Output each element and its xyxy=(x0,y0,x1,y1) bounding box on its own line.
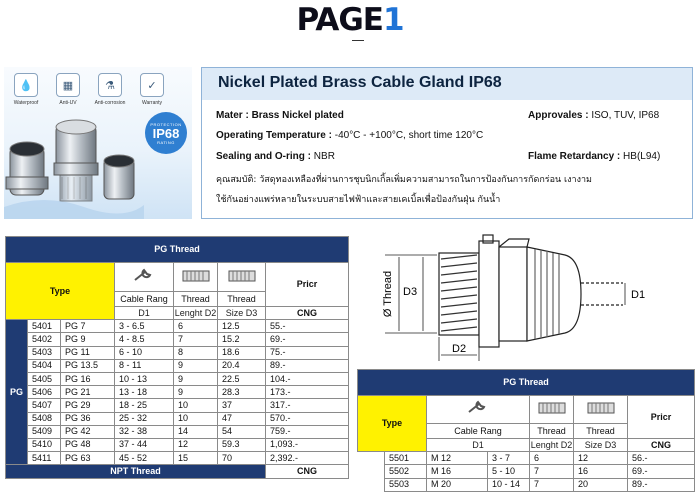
feature-anti-corrosion xyxy=(92,73,128,106)
thread-size-sub: Size D3 xyxy=(218,307,266,320)
thread-length-icon xyxy=(537,400,567,416)
cable-range-cell: 4 - 8.5 xyxy=(115,333,174,346)
table-row xyxy=(6,333,349,346)
type-cell: M 12 xyxy=(427,452,488,465)
cable-range-cell: 18 - 25 xyxy=(115,399,174,412)
thread-length-cell: 9 xyxy=(174,359,218,372)
row-spacer xyxy=(358,452,385,465)
price-cell: 89.- xyxy=(628,478,695,491)
thread-length-cell: 12 xyxy=(174,438,218,451)
thread-length-cell: 14 xyxy=(174,425,218,438)
thread-size-cell: 28.3 xyxy=(218,386,266,399)
spec-material xyxy=(216,110,344,121)
code-cell: 5401 xyxy=(28,320,61,333)
table-row xyxy=(6,438,349,451)
currency-header: CNG xyxy=(266,307,349,320)
title-underline xyxy=(352,40,364,41)
price-header: Pricr xyxy=(266,263,349,307)
thread-size-icon-cell xyxy=(218,263,266,292)
price-cell: 104.- xyxy=(266,372,349,385)
wrench-icon xyxy=(132,268,156,284)
spec-label: Operating Temperature : xyxy=(216,130,335,141)
cable-range-cell: 45 - 52 xyxy=(115,452,174,465)
spec-operating-temperature xyxy=(216,130,483,141)
wrench-icon-cell xyxy=(115,263,174,292)
table-row xyxy=(6,399,349,412)
thread-length-sub: Lenght D2 xyxy=(530,439,574,452)
thread-length-cell: 7 xyxy=(530,465,574,478)
thread-size-cell: 70 xyxy=(218,452,266,465)
spec-value: -40°C - +100°C, short time 120°C xyxy=(334,130,484,141)
code-cell: 5406 xyxy=(28,386,61,399)
grid-icon: ▦ xyxy=(56,73,80,97)
price-cell: 56.- xyxy=(628,452,695,465)
pg-thread-table-body xyxy=(6,320,349,465)
spec-label: Mater : xyxy=(216,110,252,121)
feature-label: Anti-UV xyxy=(59,100,77,106)
price-cell: 89.- xyxy=(266,359,349,372)
table-row xyxy=(6,320,349,333)
code-cell: 5503 xyxy=(385,478,427,491)
pg-thread-table xyxy=(5,236,349,479)
cable-range-cell: 3 - 6.5 xyxy=(115,320,174,333)
type-cell: PG 13.5 xyxy=(61,359,115,372)
table-row xyxy=(6,386,349,399)
price-header: Pricr xyxy=(628,396,695,439)
thread-length-cell: 6 xyxy=(174,320,218,333)
spec-sealing xyxy=(216,151,335,162)
thread-length-cell: 7 xyxy=(530,478,574,491)
spec-label: Approvales : xyxy=(528,110,592,121)
feature-anti-uv xyxy=(50,73,86,106)
cable-range-cell: 37 - 44 xyxy=(115,438,174,451)
row-spacer xyxy=(358,478,385,491)
table-row xyxy=(6,425,349,438)
thread-length-cell: 15 xyxy=(174,452,218,465)
cable-range-cell: 25 - 32 xyxy=(115,412,174,425)
thread-size-sub: Size D3 xyxy=(574,439,628,452)
thread-size-header: Thread xyxy=(218,292,266,307)
type-cell: PG 48 xyxy=(61,438,115,451)
code-cell: 5410 xyxy=(28,438,61,451)
code-cell: 5408 xyxy=(28,412,61,425)
wrench-icon-cell xyxy=(427,396,530,424)
page-title-number: 1 xyxy=(382,2,404,38)
thread-length-sub: Lenght D2 xyxy=(174,307,218,320)
cable-range-sub: D1 xyxy=(115,307,174,320)
table-title: PG Thread xyxy=(6,237,349,263)
type-cell: PG 42 xyxy=(61,425,115,438)
table-row xyxy=(358,465,695,478)
price-cell: 69.- xyxy=(266,333,349,346)
price-cell: 173.- xyxy=(266,386,349,399)
thread-length-cell: 9 xyxy=(174,372,218,385)
shield-check-icon: ✓ xyxy=(140,73,164,97)
table-row xyxy=(6,372,349,385)
cable-range-cell: 32 - 38 xyxy=(115,425,174,438)
row-spacer xyxy=(358,465,385,478)
thai-description-line-2: ใช้กันอย่างแพร่หลายในระบบสายไฟฟ้าและสายเคเบิ้ลเพื่อป้องกันฝุ่น กันน้ำ xyxy=(216,195,501,205)
type-header: Type xyxy=(6,263,115,320)
ip68-badge xyxy=(145,112,187,154)
spec-value: NBR xyxy=(313,151,335,162)
flask-icon: ⚗ xyxy=(98,73,122,97)
thread-size-cell: 47 xyxy=(218,412,266,425)
thread-size-icon xyxy=(227,268,257,284)
thread-size-cell: 18.6 xyxy=(218,346,266,359)
thread-length-cell: 7 xyxy=(174,333,218,346)
thread-size-icon xyxy=(586,400,616,416)
table-row xyxy=(6,452,349,465)
cable-range-cell: 10 - 13 xyxy=(115,372,174,385)
thread-length-cell: 8 xyxy=(174,346,218,359)
thread-length-header: Thread xyxy=(530,424,574,439)
code-cell: 5405 xyxy=(28,372,61,385)
spec-approvals xyxy=(528,110,659,121)
thread-size-cell: 37 xyxy=(218,399,266,412)
type-cell: PG 9 xyxy=(61,333,115,346)
code-cell: 5404 xyxy=(28,359,61,372)
code-cell: 5402 xyxy=(28,333,61,346)
type-header: Type xyxy=(358,396,427,452)
type-cell: M 16 xyxy=(427,465,488,478)
cable-range-header: Cable Rang xyxy=(427,424,530,439)
code-cell: 5403 xyxy=(28,346,61,359)
type-cell: PG 63 xyxy=(61,452,115,465)
cable-gland-image xyxy=(4,107,144,219)
feature-warranty xyxy=(134,73,170,106)
code-cell: 5411 xyxy=(28,452,61,465)
thread-size-cell: 54 xyxy=(218,425,266,438)
thread-size-header: Thread xyxy=(574,424,628,439)
thread-size-cell: 59.3 xyxy=(218,438,266,451)
thread-size-cell: 22.5 xyxy=(218,372,266,385)
badge-top-text: PROTECTION xyxy=(150,121,182,127)
cable-range-cell: 10 - 14 xyxy=(488,478,530,491)
spec-value: HB(L94) xyxy=(623,151,661,162)
price-cell: 759.- xyxy=(266,425,349,438)
badge-main-text: IP68 xyxy=(152,125,180,141)
cable-range-cell: 6 - 10 xyxy=(115,346,174,359)
d3-label: D3 xyxy=(403,286,418,298)
table-row xyxy=(358,452,695,465)
price-cell: 75.- xyxy=(266,346,349,359)
thread-length-header: Thread xyxy=(174,292,218,307)
code-cell: 5407 xyxy=(28,399,61,412)
thread-size-cell: 20.4 xyxy=(218,359,266,372)
cable-range-cell: 3 - 7 xyxy=(488,452,530,465)
feature-label: Anti-corrosion xyxy=(94,100,126,106)
price-cell: 1,093.- xyxy=(266,438,349,451)
thread-size-cell: 20 xyxy=(574,478,628,491)
thread-size-cell: 15.2 xyxy=(218,333,266,346)
table-row xyxy=(358,478,695,491)
table-title: PG Thread xyxy=(358,370,695,396)
cable-range-header: Cable Rang xyxy=(115,292,174,307)
price-cell: 317.- xyxy=(266,399,349,412)
side-label: PG xyxy=(6,320,28,465)
table-row xyxy=(6,412,349,425)
badge-bottom-text: RATING xyxy=(157,139,175,145)
thread-size-cell: 12 xyxy=(574,452,628,465)
wrench-icon xyxy=(466,400,490,416)
product-title: Nickel Plated Brass Cable Gland IP68 xyxy=(218,74,502,91)
thread-size-cell: 16 xyxy=(574,465,628,478)
spec-label: Sealing and O-ring : xyxy=(216,151,314,162)
thread-length-icon-cell xyxy=(530,396,574,424)
thread-dimension-label: Ø Thread xyxy=(382,270,394,318)
npt-currency-header: CNG xyxy=(266,465,349,479)
type-cell: PG 7 xyxy=(61,320,115,333)
type-cell: PG 21 xyxy=(61,386,115,399)
thread-size-cell: 12.5 xyxy=(218,320,266,333)
page-title xyxy=(0,2,700,38)
product-banner xyxy=(4,67,192,219)
feature-waterproof xyxy=(8,73,44,106)
price-cell: 55.- xyxy=(266,320,349,333)
cable-range-sub: D1 xyxy=(427,439,530,452)
type-cell: PG 36 xyxy=(61,412,115,425)
thread-length-cell: 10 xyxy=(174,412,218,425)
water-drop-icon: 💧 xyxy=(14,73,38,97)
price-cell: 2,392.- xyxy=(266,452,349,465)
type-cell: PG 11 xyxy=(61,346,115,359)
table-row xyxy=(6,346,349,359)
d2-label: D2 xyxy=(452,343,467,355)
metric-thread-table xyxy=(357,369,695,492)
feature-label: Waterproof xyxy=(13,100,39,106)
price-cell: 69.- xyxy=(628,465,695,478)
table-row xyxy=(6,359,349,372)
code-cell: 5409 xyxy=(28,425,61,438)
thread-length-icon-cell xyxy=(174,263,218,292)
spec-label: Flame Retardancy : xyxy=(528,151,624,162)
spec-flame-retardancy xyxy=(528,151,660,162)
thread-size-icon-cell xyxy=(574,396,628,424)
cable-range-cell: 5 - 10 xyxy=(488,465,530,478)
spec-value: Brass Nickel plated xyxy=(251,110,344,121)
code-cell: 5501 xyxy=(385,452,427,465)
cable-range-cell: 13 - 18 xyxy=(115,386,174,399)
cable-range-cell: 8 - 11 xyxy=(115,359,174,372)
thread-length-icon xyxy=(181,268,211,284)
type-cell: PG 16 xyxy=(61,372,115,385)
thread-length-cell: 6 xyxy=(530,452,574,465)
spec-value: ISO, TUV, IP68 xyxy=(591,110,660,121)
feature-label: Warranty xyxy=(141,100,163,106)
npt-thread-header: NPT Thread xyxy=(6,465,266,479)
d1-label: D1 xyxy=(631,289,646,301)
metric-thread-table-body xyxy=(358,452,695,492)
thread-length-cell: 10 xyxy=(174,399,218,412)
code-cell: 5502 xyxy=(385,465,427,478)
page-title-word: PAGE xyxy=(296,2,383,38)
cable-gland-drawing xyxy=(375,225,675,367)
price-cell: 570.- xyxy=(266,412,349,425)
thread-length-cell: 9 xyxy=(174,386,218,399)
type-cell: PG 29 xyxy=(61,399,115,412)
thai-description-line-1: คุณสมบัติ: วัสดุทองเหลืองที่ผ่านการชุบนิกเกิ้ลเพิ่มความสามารถในการป้องกันการกัดกร่อน เงางาม xyxy=(216,175,592,185)
currency-header: CNG xyxy=(628,439,695,452)
type-cell: M 20 xyxy=(427,478,488,491)
